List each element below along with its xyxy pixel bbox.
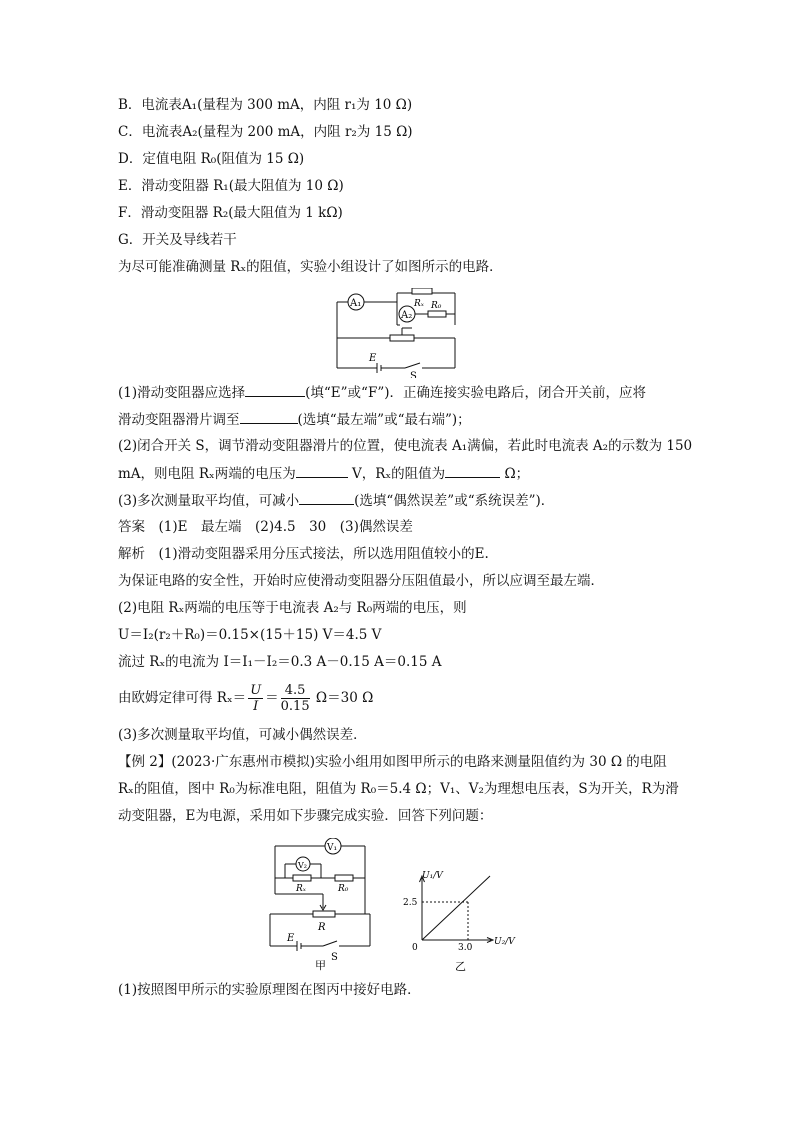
caption-yi: 乙	[455, 960, 466, 973]
question-1-line-2: 滑动变阻器滑片调至 (选填“最左端”或“最右端”)；	[118, 409, 471, 430]
label-e2: E	[287, 933, 295, 944]
resistor-r0-icon	[428, 311, 446, 317]
analysis-line-6: (3)多次测量取平均值，可减小偶然误差．	[118, 727, 367, 743]
option-c: C．电流表A₂(量程为 200 mA，内阻 r₂为 15 Ω)	[118, 124, 413, 140]
x-tick-label: 3.0	[458, 943, 473, 953]
circuit-diagram-1	[330, 288, 465, 378]
label-r0: R₀	[431, 301, 442, 311]
answer-line: 答案 (1)E 最左端 (2)4.5 30 (3)偶然误差	[118, 519, 413, 535]
resistor-rx2-icon	[293, 875, 311, 881]
option-g: G．开关及导线若干	[118, 232, 237, 248]
ohm-law-formula: 由欧姆定律可得 Rₓ＝ $\frac{U}{I}$ ＝ $\frac{4.5}{0.15}$ Ω＝30 Ω	[118, 683, 374, 714]
circuit-diagram-2	[265, 838, 380, 973]
label-a1: A₁	[350, 298, 362, 309]
answer-blank-4	[445, 463, 500, 478]
graph-u1-u2	[395, 866, 530, 976]
question-3: (3)多次测量取平均值，可减小 (选填“偶然误差”或“系统误差”)．	[118, 490, 554, 511]
label-r: R	[318, 922, 326, 933]
label-v1: V₁	[327, 843, 338, 853]
label-r0-2: R₀	[338, 884, 349, 894]
fraction-u-over-i: $\frac{U}{I}$	[250, 683, 262, 714]
label-s: S	[410, 371, 417, 378]
answer-blank-5	[299, 490, 354, 505]
y-axis-label: U₁/V	[422, 871, 443, 881]
answer-blank-3	[296, 463, 348, 478]
label-rx: Rₓ	[414, 299, 424, 309]
example-2-line-3: 动变阻器，E为电源，采用如下步骤完成实验．回答下列问题：	[118, 808, 493, 824]
graph-line	[422, 876, 490, 940]
question-1-line-1: (1)滑动变阻器应选择 (填“E”或“F”)．正确连接实验电路后，闭合开关前，应将	[118, 382, 646, 403]
label-rx2: Rₓ	[296, 884, 306, 894]
option-d: D．定值电阻 R₀(阻值为 15 Ω)	[118, 151, 305, 167]
final-instruction: (1)按照图甲所示的实验原理图在图丙中接好电路．	[118, 982, 421, 998]
analysis-line-4: U＝I₂(r₂＋R₀)＝0.15×(15＋15) V＝4.5 V	[118, 627, 382, 643]
y-tick-label: 2.5	[403, 898, 418, 908]
label-a2: A₂	[401, 310, 413, 321]
label-v2: V₂	[298, 861, 307, 870]
analysis-line-5: 流过 Rₓ的电流为 I＝I₁－I₂＝0.3 A－0.15 A＝0.15 A	[118, 654, 442, 670]
resistor-rx-icon	[412, 288, 432, 294]
fraction-values: $\frac{4.5}{0.15}$	[280, 683, 310, 714]
caption-jia: 甲	[315, 959, 326, 972]
rheostat-r-icon	[313, 911, 335, 917]
x-axis-label: U₂/V	[494, 937, 515, 947]
label-e: E	[369, 353, 377, 364]
question-2-line-2: mA，则电阻 Rₓ两端的电压为 V，Rₓ的阻值为 Ω；	[118, 463, 529, 484]
answer-blank-2	[240, 409, 298, 424]
intro-text: 为尽可能准确测量 Rₓ的阻值，实验小组设计了如图所示的电路．	[118, 259, 503, 275]
label-s2: S	[331, 952, 338, 963]
option-b: B．电流表A₁(量程为 300 mA，内阻 r₁为 10 Ω)	[118, 97, 413, 113]
rheostat-icon	[390, 335, 414, 341]
option-e: E．滑动变阻器 R₁(最大阻值为 10 Ω)	[118, 178, 344, 194]
answer-blank-1	[245, 382, 305, 397]
question-2-line-1: (2)闭合开关 S，调节滑动变阻器滑片的位置，使电流表 A₁满偏，若此时电流表 A₂的示数为 150	[118, 438, 693, 454]
analysis-line-3: (2)电阻 Rₓ两端的电压等于电流表 A₂与 R₀两端的电压，则	[118, 600, 467, 616]
example-2-line-1: 【例 2】(2023·广东惠州市模拟)实验小组用如图甲所示的电路来测量阻值约为 30 Ω 的电阻	[118, 754, 667, 770]
option-f: F．滑动变阻器 R₂(最大阻值为 1 kΩ)	[118, 205, 343, 221]
analysis-line-2: 为保证电路的安全性，开始时应使滑动变阻器分压阻值最小，所以应调至最左端．	[118, 573, 604, 589]
resistor-r0-2-icon	[335, 875, 353, 881]
example-2-line-2: Rₓ的阻值，图中 R₀为标准电阻，阻值为 R₀＝5.4 Ω；V₁、V₂为理想电压表，S为开关，R为滑	[118, 781, 679, 797]
analysis-line-1: 解析 (1)滑动变阻器采用分压式接法，所以选用阻值较小的E.	[118, 546, 489, 562]
origin-label: 0	[412, 943, 418, 953]
